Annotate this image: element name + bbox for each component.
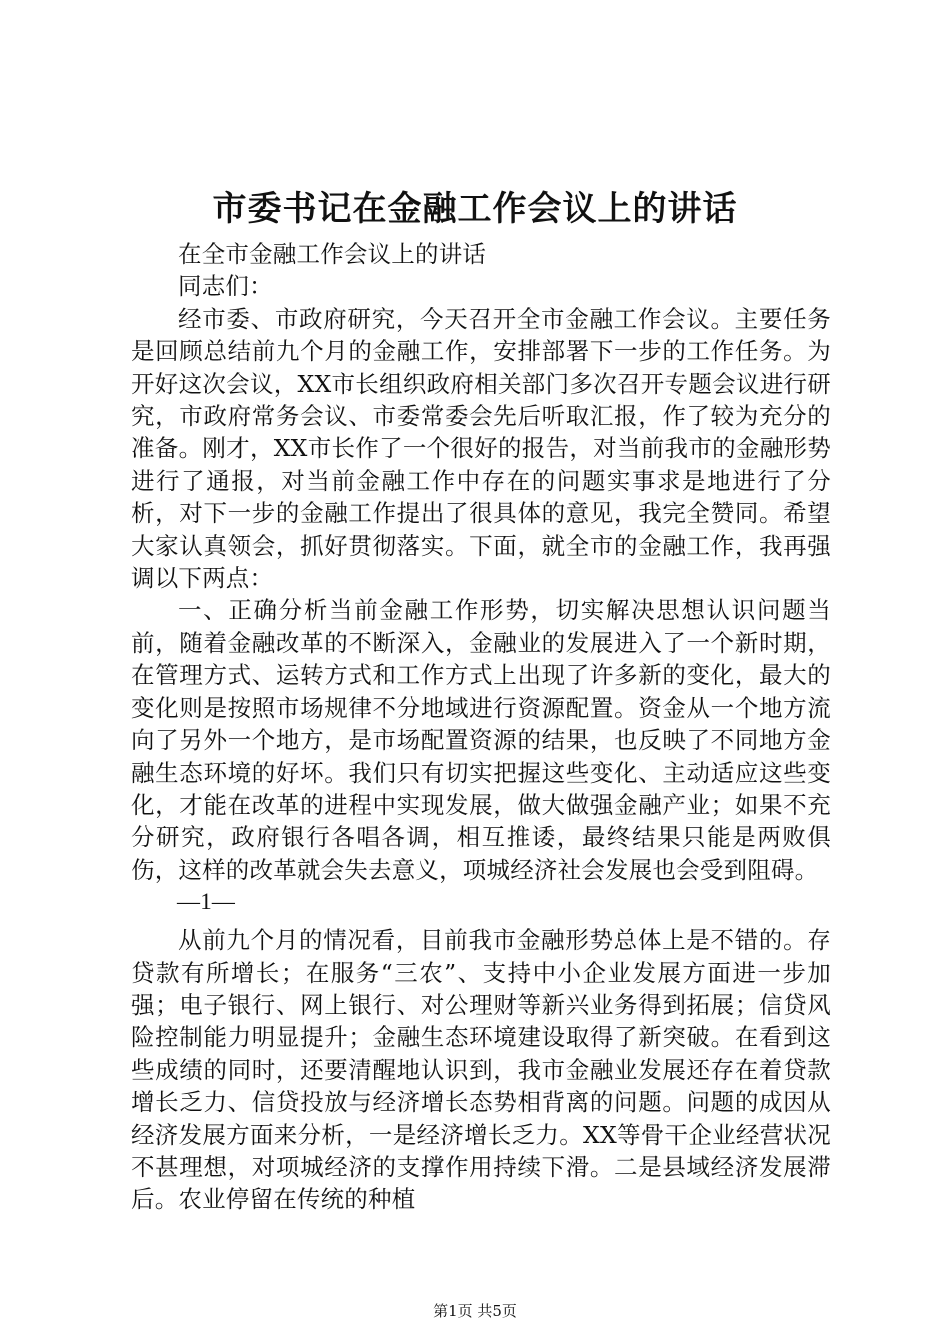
document-title: 市委书记在金融工作会议上的讲话 (212, 189, 738, 229)
document-body (131, 238, 831, 1216)
inline-page-marker: —1— (177, 889, 236, 915)
body-paragraph: 从前九个月的情况看，目前我市金融形势总体上是不错的。存贷款有所增长；在服务“三农”、支持中小企业发展方面进一步加强；电子银行、网上银行、对公理财等新兴业务得到拓展；信贷风险控制能力明显提升；金融生态环境建设取得了新突破。在看到这些成绩的同时，还要清醒地认识到，我市金融业发展还存在着贷款增长乏力、信贷投放与经济增长态势相背离的问题。问题的成因从经济发展方面来分析，一是经济增长乏力。XX等骨干企业经营状况不甚理想，对项城经济的支撑作用持续下滑。二是县域经济发展滞后。农业停留在传统的种植 (131, 926, 831, 1214)
body-paragraph: 经市委、市政府研究，今天召开全市金融工作会议。主要任务是回顾总结前九个月的金融工作，安排部署下一步的工作任务。为开好这次会议，XX市长组织政府相关部门多次召开专题会议进行研究，市政府常务会议、市委常委会先后听取汇报，作了较为充分的准备。刚才，XX市长作了一个很好的报告，对当前我市的金融形势进行了通报，对当前金融工作中存在的问题实事求是地进行了分析，对下一步的金融工作提出了很具体的意见，我完全赞同。希望大家认真领会，抓好贯彻落实。下面，就全市的金融工作，我再强调以下两点： (131, 304, 831, 593)
page-footer: 第1页 共5页 (433, 1302, 517, 1320)
salutation: 同志们： (178, 272, 273, 301)
body-paragraph: 一、正确分析当前金融工作形势，切实解决思想认识问题当前，随着金融改革的不断深入，金融业的发展进入了一个新时期，在管理方式、运转方式和工作方式上出现了许多新的变化，最大的变化则是按照市场规律不分地域进行资源配置。资金从一个地方流向了另外一个地方，是市场配置资源的结果，也反映了不同地方金融生态环境的好坏。我们只有切实把握这些变化、主动适应这些变化，才能在改革的进程中实现发展，做大做强金融产业；如果不充分研究，政府银行各唱各调，相互推诿，最终结果只能是两败俱伤，这样的改革就会失去意义，项城经济社会发展也会受到阻碍。 (131, 596, 831, 884)
speech-subtitle: 在全市金融工作会议上的讲话 (178, 240, 487, 268)
